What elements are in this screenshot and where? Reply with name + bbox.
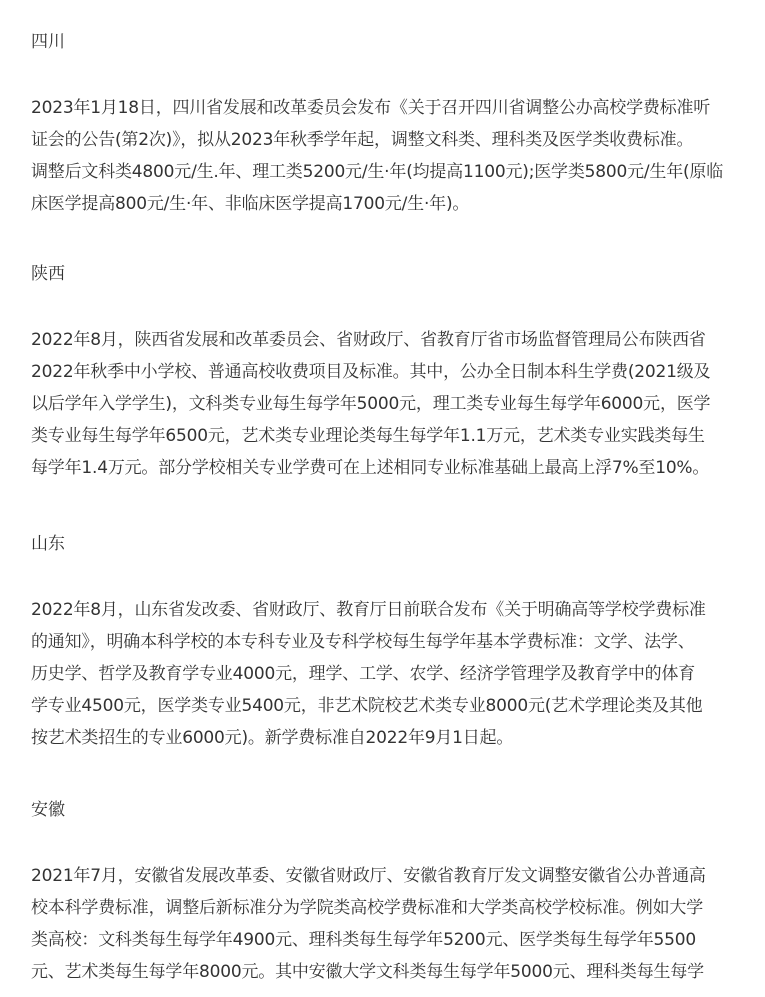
- section-heading-sichuan: 四川: [31, 32, 65, 52]
- paragraph-line: 2022年秋季中小学校、普通高校收费项目及标准。其中，公办全日制本科生学费(2021级及: [31, 362, 711, 382]
- section-paragraph-shaanxi: [31, 324, 710, 484]
- section-heading-anhui: 安徽: [31, 800, 65, 820]
- paragraph-line: 每学年1.4万元。部分学校相关专业学费可在上述相同专业标准基础上最高上浮7%至10%。: [31, 458, 710, 478]
- paragraph-line: 元、艺术类每生每学年8000元。其中安徽大学文科类每生每学年5000元、理科类每生每学: [31, 962, 704, 982]
- section-heading-shandong: 山东: [31, 534, 65, 554]
- paragraph-line: 床医学提高800元/生·年、非临床医学提高1700元/生·年)。: [31, 194, 470, 214]
- section-heading-shaanxi: 陕西: [31, 264, 65, 284]
- paragraph-line: 2022年8月，山东省发改委、省财政厅、教育厅日前联合发布《关于明确高等学校学费标准: [31, 600, 706, 620]
- paragraph-line: 类高校：文科类每生每学年4900元、理科类每生每学年5200元、医学类每生每学年5500: [31, 930, 696, 950]
- section-paragraph-anhui: [31, 860, 706, 988]
- paragraph-line: 调整后文科类4800元/生.年、理工类5200元/生·年(均提高1100元);医学类5800元/生年(原临: [31, 162, 724, 182]
- paragraph-line: 历史学、哲学及教育学专业4000元，理学、工学、农学、经济学管理学及教育学中的体育: [31, 664, 696, 684]
- paragraph-line: 学专业4500元，医学类专业5400元，非艺术院校艺术类专业8000元(艺术学理论类及其他: [31, 696, 703, 716]
- paragraph-line: 按艺术类招生的专业6000元)。新学费标准自2022年9月1日起。: [31, 728, 514, 748]
- paragraph-line: 以后学年入学学生)，文科类专业每生每学年5000元，理工类专业每生每学年6000元，医学: [31, 394, 711, 414]
- section-paragraph-sichuan: [31, 92, 723, 220]
- paragraph-line: 2021年7月，安徽省发展改革委、安徽省财政厅、安徽省教育厅发文调整安徽省公办普通高: [31, 866, 706, 886]
- section-paragraph-shandong: [31, 594, 706, 754]
- paragraph-line: 类专业每生每学年6500元，艺术类专业理论类每生每学年1.1万元，艺术类专业实践类每生: [31, 426, 705, 446]
- paragraph-line: 证会的公告(第2次)》，拟从2023年秋季学年起，调整文科类、理科类及医学类收费标准。: [31, 130, 694, 150]
- paragraph-line: 2023年1月18日，四川省发展和改革委员会发布《关于召开四川省调整公办高校学费标准听: [31, 98, 711, 118]
- paragraph-line: 的通知》，明确本科学校的本专科专业及专科学校每生每学年基本学费标准：文学、法学、: [31, 632, 695, 652]
- paragraph-line: 2022年8月，陕西省发展和改革委员会、省财政厅、省教育厅省市场监督管理局公布陕西省: [31, 330, 706, 350]
- paragraph-line: 校本科学费标准，调整后新标准分为学院类高校学费标准和大学类高校学校标准。例如大学: [31, 898, 703, 918]
